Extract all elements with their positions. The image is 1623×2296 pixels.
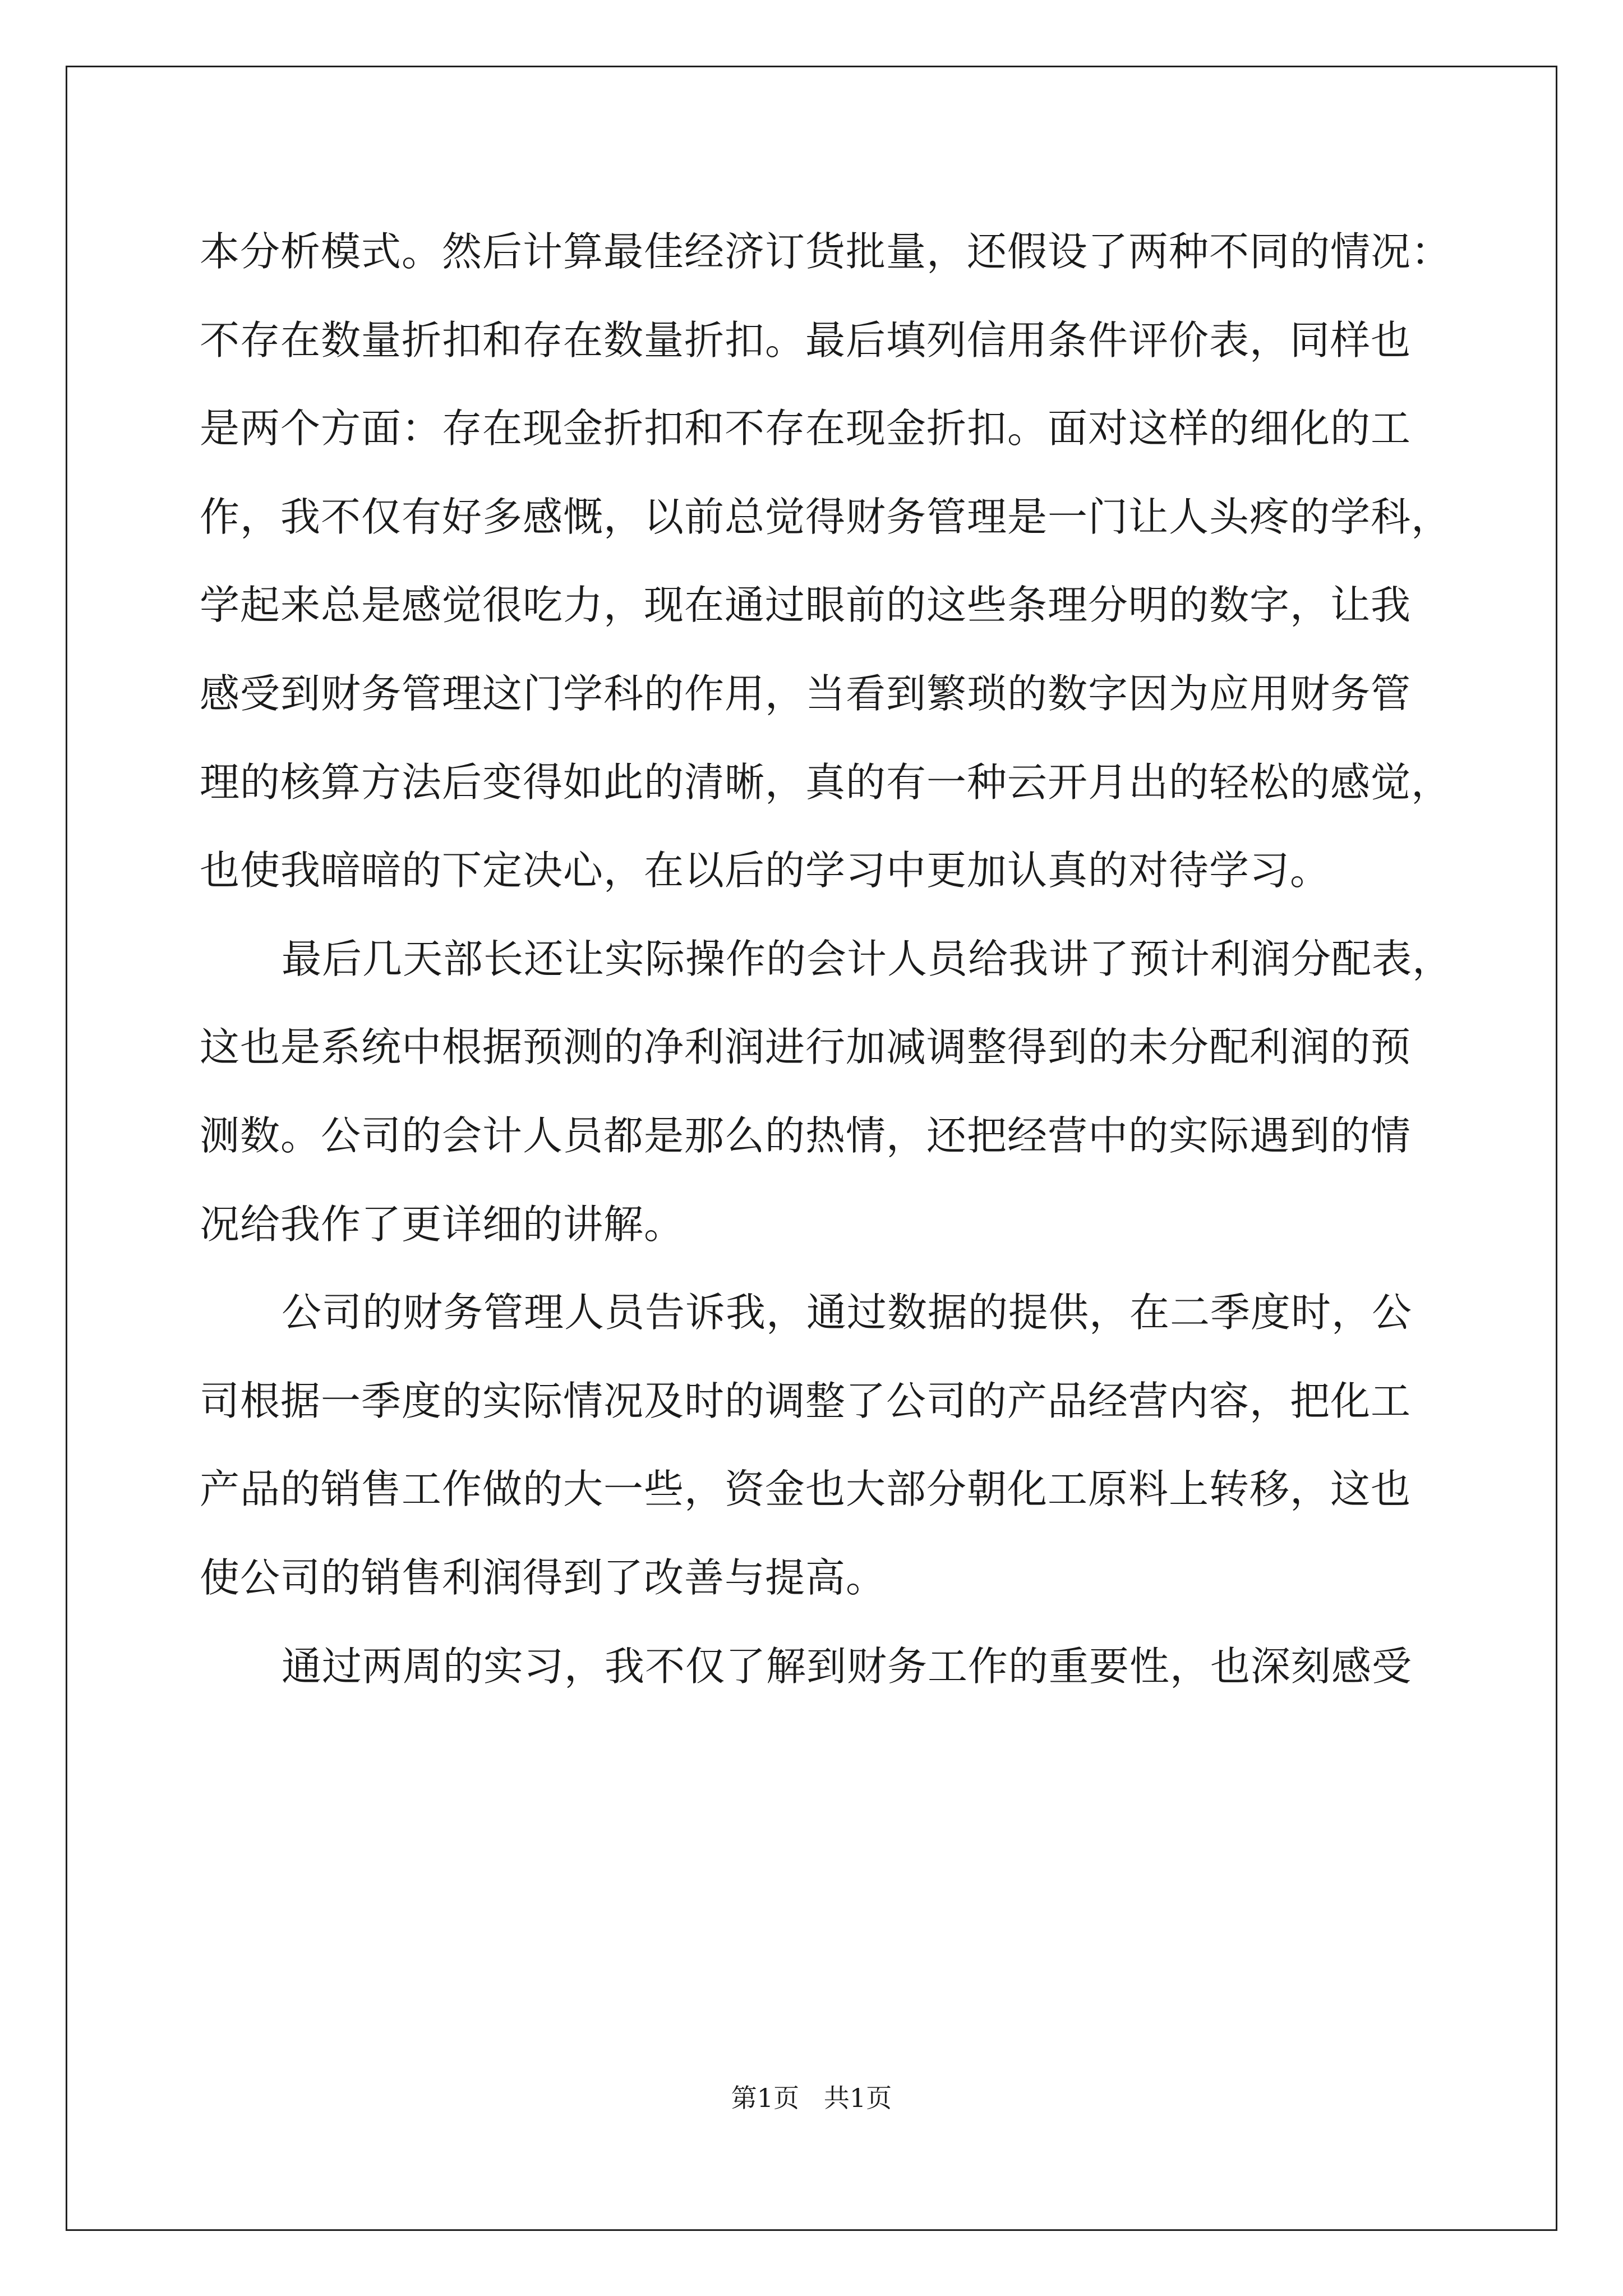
text-line: 理的核算方法后变得如此的清晰，真的有一种云开月出的轻松的感觉， [200,758,1452,806]
text-line: 学起来总是感觉很吃力，现在通过眼前的这些条理分明的数字，让我 [200,582,1412,629]
text-line: 作，我不仅有好多感慨，以前总觉得财务管理是一门让人头疼的学科， [200,493,1452,540]
text-line: 是两个方面：存在现金折扣和不存在现金折扣。面对这样的细化的工 [200,405,1412,452]
paragraph-start-line: 最后几天部长还让实际操作的会计人员给我讲了预计利润分配表， [282,935,1453,982]
page-number: 第1页 共1页 [731,2083,892,2113]
text-line: 也使我暗暗的下定决心，在以后的学习中更加认真的对待学习。 [200,847,1331,894]
paragraph-start-line: 公司的财务管理人员告诉我，通过数据的提供，在二季度时，公 [282,1289,1413,1336]
text-line: 不存在数量折扣和存在数量折扣。最后填列信用条件评价表，同样也 [200,316,1412,364]
paragraph-start-line: 通过两周的实习，我不仅了解到财务工作的重要性，也深刻感受 [282,1642,1413,1690]
text-line: 况给我作了更详细的讲解。 [200,1200,685,1248]
text-line: 这也是系统中根据预测的净利润进行加减调整得到的未分配利润的预 [200,1024,1412,1071]
text-line: 本分析模式。然后计算最佳经济订货批量，还假设了两种不同的情况： [200,228,1452,275]
text-line: 产品的销售工作做的大一些，资金也大部分朝化工原料上转移，这也 [200,1466,1412,1513]
text-line: 感受到财务管理这门学科的作用，当看到繁琐的数字因为应用财务管 [200,670,1412,717]
page-footer [0,2081,1623,2115]
text-line: 测数。公司的会计人员都是那么的热情，还把经营中的实际遇到的情 [200,1112,1412,1159]
text-line: 使公司的销售利润得到了改善与提高。 [200,1554,887,1601]
document-body [200,208,1453,1710]
text-line: 司根据一季度的实际情况及时的调整了公司的产品经营内容，把化工 [200,1377,1412,1424]
